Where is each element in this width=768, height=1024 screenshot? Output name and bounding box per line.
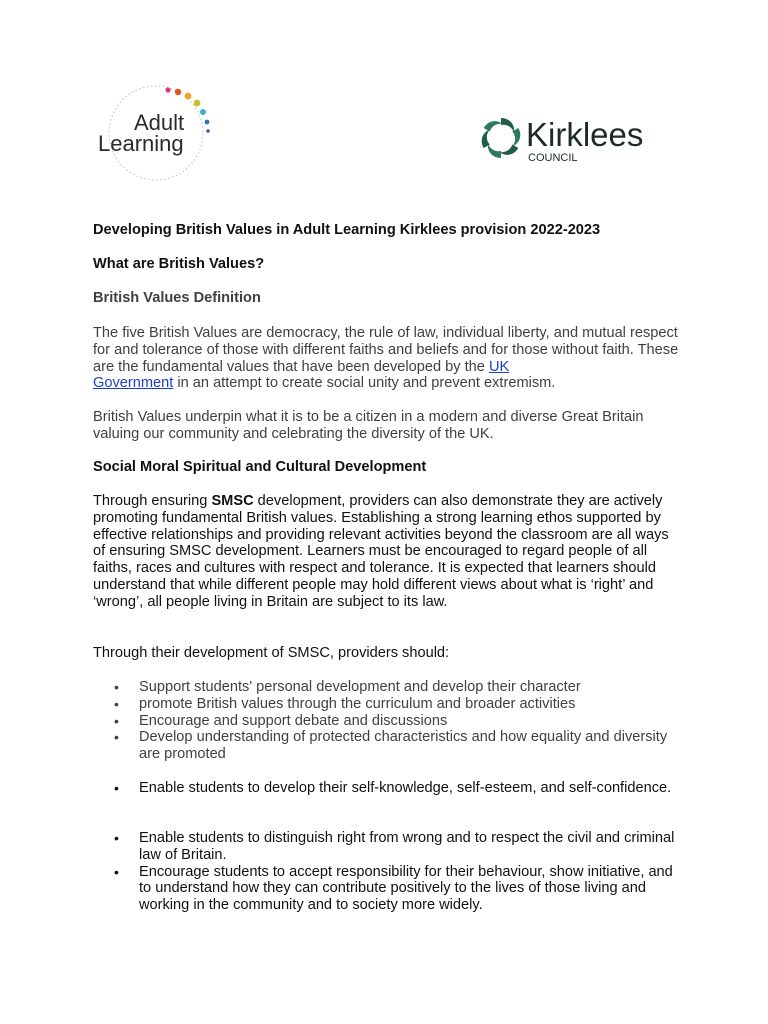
list-item: • Enable students to distinguish right from wrong and to respect the civil and criminal law of Britain. [93, 830, 683, 864]
definition-text: The five British Values are democracy, the rule of law, individual liberty, and mutual respect for and tolerance of those with different faiths and beliefs and for those without faith. These are the fundamental values that have been developed by the [93, 325, 679, 375]
smsc-heading: Social Moral Spiritual and Cultural Development [93, 459, 427, 475]
uk-government-link[interactable]: UK Government [93, 358, 510, 392]
definition-paragraph [93, 325, 683, 392]
kirklees-council-logo [476, 112, 662, 168]
british-values-definition-heading: British Values Definition [93, 290, 261, 306]
smsc-bold: SMSC [211, 493, 254, 509]
adult-learning-logo [96, 82, 216, 184]
list-item: • Encourage students to accept responsibility for their behaviour, show initiative, and to understand how they can contribute positively to the lives of those living and working in the community and to society more widely. [93, 864, 683, 914]
what-are-british-values-heading: What are British Values? [93, 256, 265, 272]
kirklees-logo-name: Kirklees [526, 116, 644, 153]
definition-text-end: in an attempt to create social unity and prevent extremism. [173, 375, 556, 392]
document-title: Developing British Values in Adult Learning Kirklees provision 2022-2023 [93, 222, 601, 238]
adult-learning-logo-line2: Learning [98, 131, 184, 156]
through-line: Through their development of SMSC, providers should: [93, 645, 450, 661]
kirklees-logo-sub: COUNCIL [528, 152, 578, 164]
kirklees-swirl-icon [477, 117, 525, 160]
list-item: • Enable students to develop their self-knowledge, self-esteem, and self-confidence. [93, 780, 683, 797]
smsc-paragraph: Through ensuring SMSC development, providers can also demonstrate they are actively promoting fundamental British values. Establishing a strong learning ethos supported by effective relationships and providing relevant activities beyond the classroom are all ways of ensuring SMSC development. Learners must be encouraged to regard people of all faiths, races and cultures with respect and tolerance. It is expected that learners should understand that while different people may hold different views about what is ‘right’ and ‘wrong’, all people living in Britain are subject to its law. [93, 493, 669, 610]
adult-learning-logo-line1: Adult [134, 110, 185, 135]
list-item: • Support students' personal development and develop their character [93, 679, 683, 696]
providers-list-c [93, 830, 683, 914]
list-item: • Encourage and support debate and discussions [93, 713, 683, 730]
providers-list-b [93, 780, 683, 797]
list-item: • promote British values through the curriculum and broader activities [93, 696, 683, 713]
underpin-paragraph: British Values underpin what it is to be a citizen in a modern and diverse Great Britain valuing our community and celebrating the diversity of the UK. [93, 409, 644, 442]
list-item: • Develop understanding of protected characteristics and how equality and diversity are promoted [93, 729, 683, 763]
providers-list-a [93, 679, 683, 763]
